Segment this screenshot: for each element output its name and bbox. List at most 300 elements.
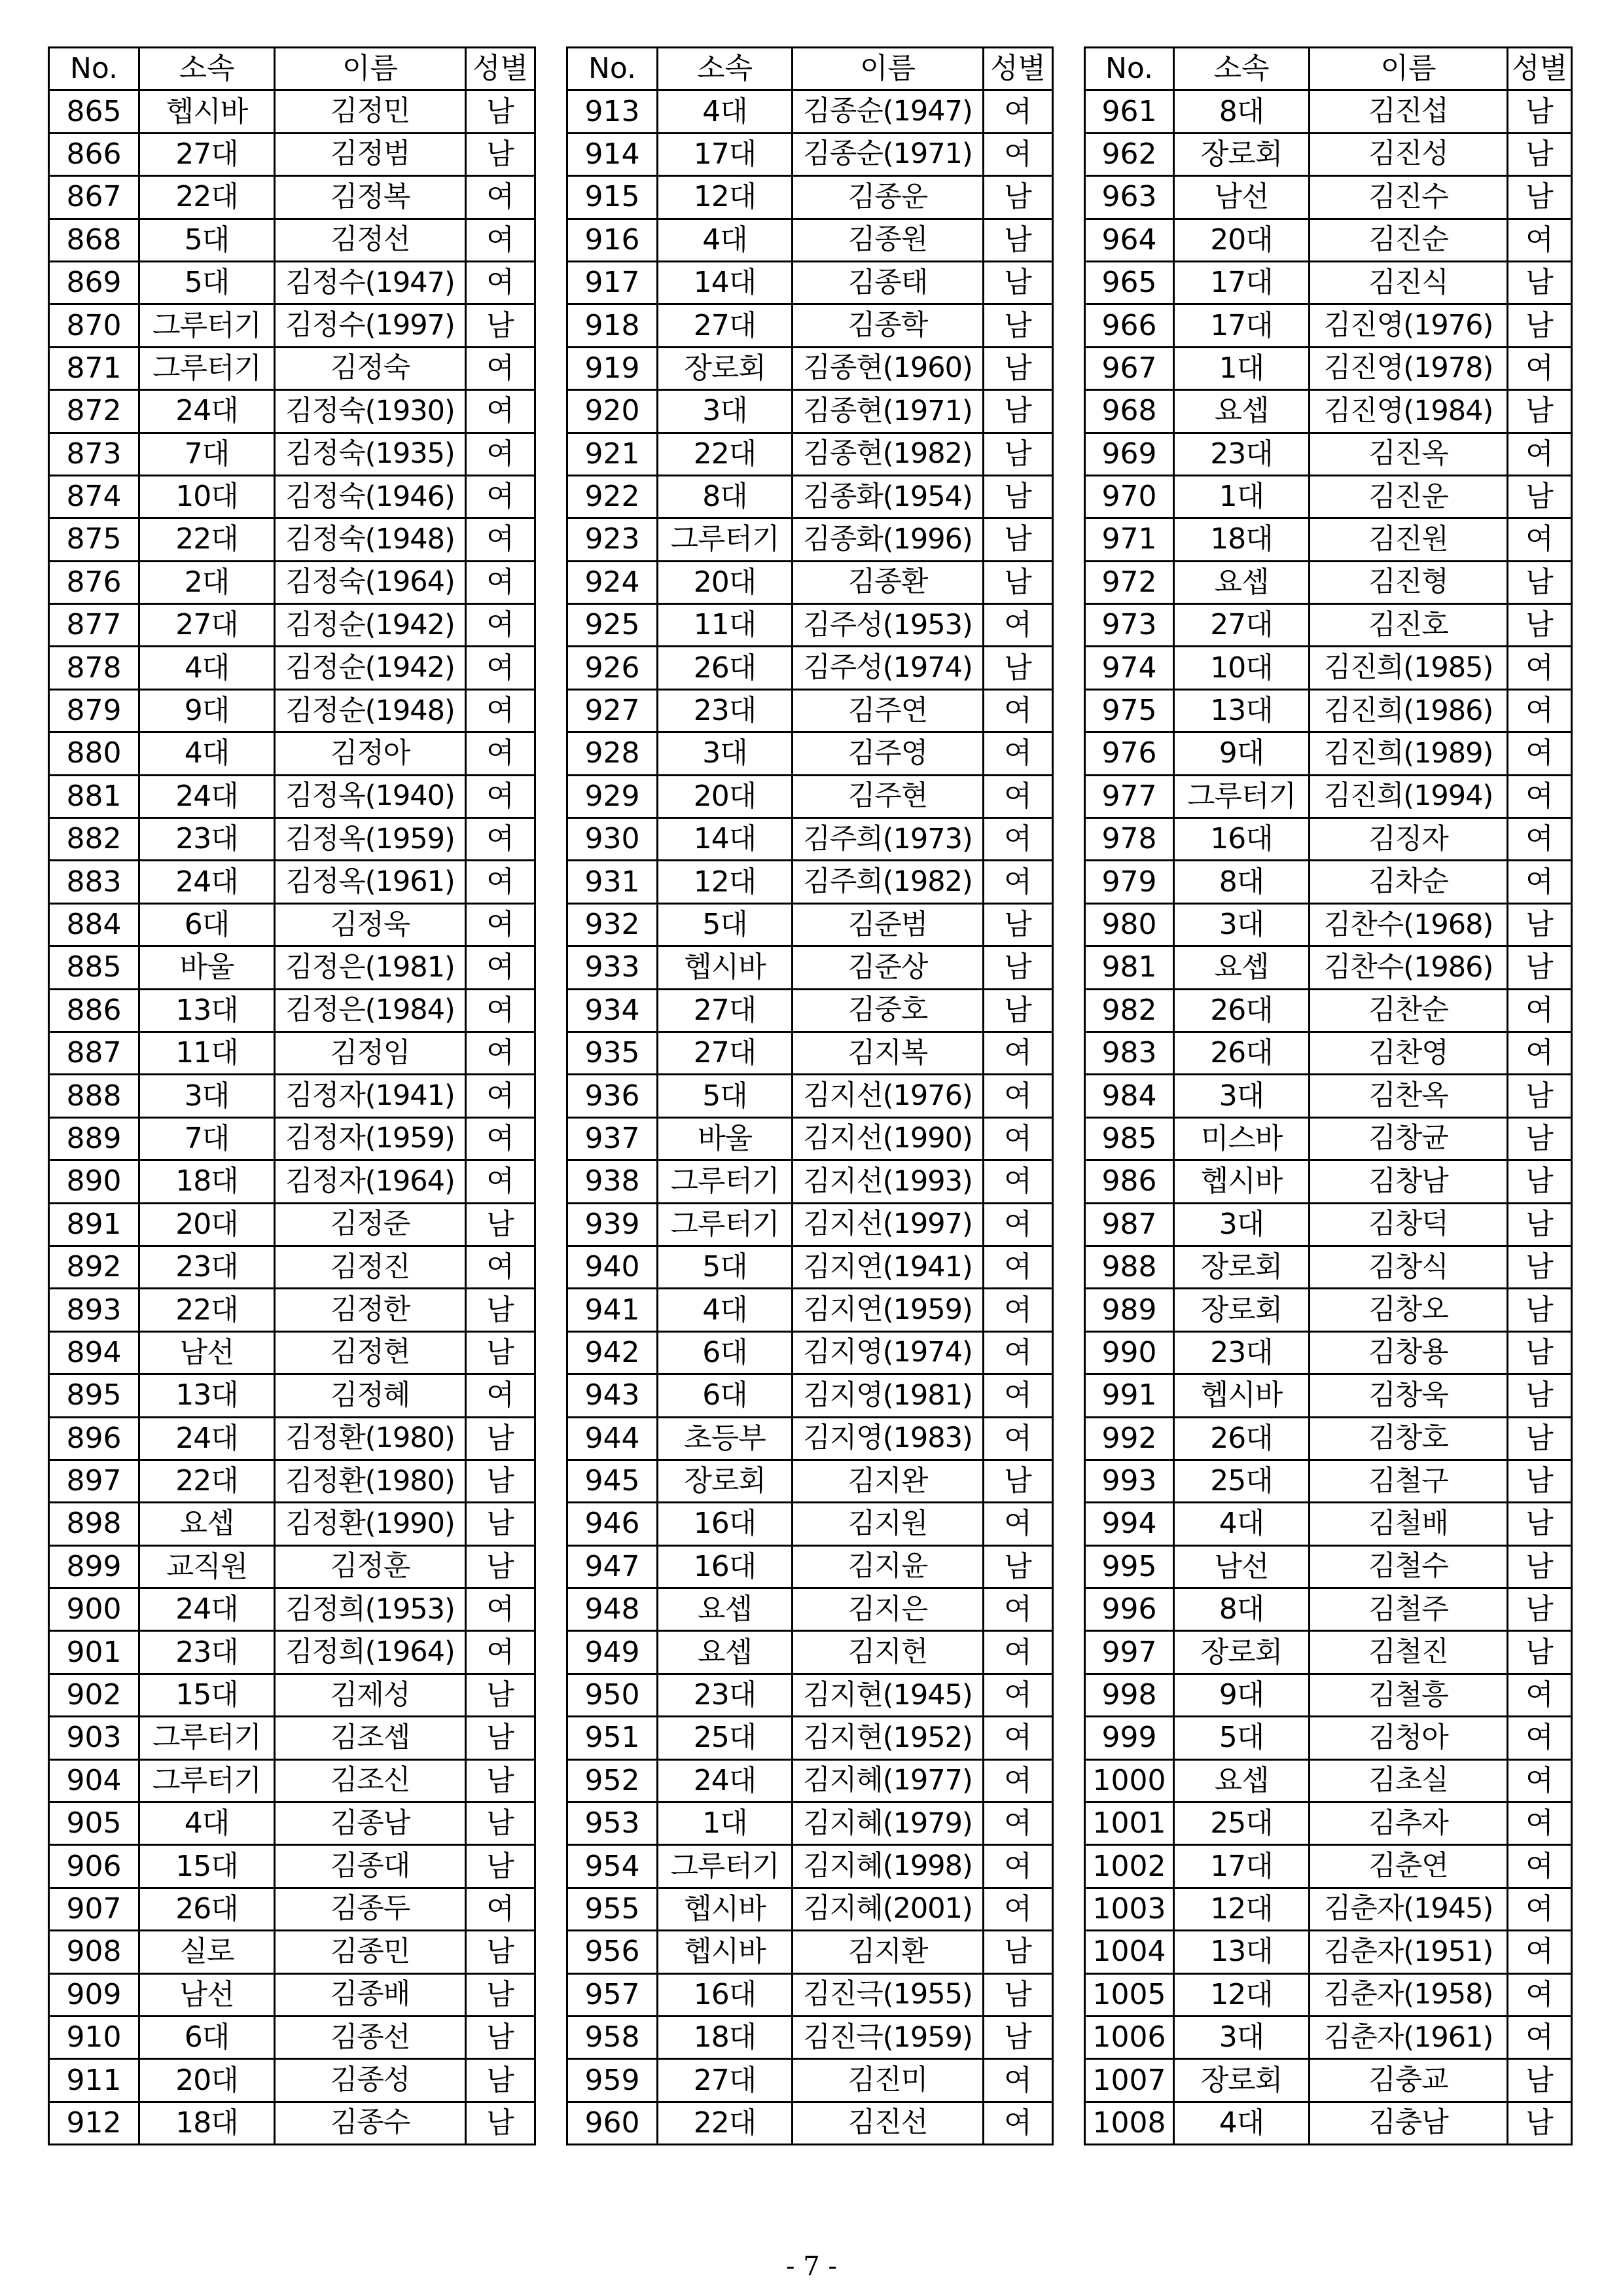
number-cell: 883 [49, 861, 139, 903]
number-cell: 997 [1085, 1631, 1174, 1674]
group-cell: 요셉 [658, 1588, 793, 1631]
group-cell: 6대 [658, 1374, 793, 1417]
name-cell: 김정희(1953) [275, 1588, 466, 1631]
group-cell: 24대 [139, 1417, 275, 1460]
name-cell: 김진극(1955) [793, 1973, 984, 2016]
number-cell: 996 [1085, 1588, 1174, 1631]
group-cell: 1대 [1174, 475, 1310, 518]
table-row [1085, 2016, 1572, 2058]
gender-cell: 여 [1508, 1888, 1572, 1930]
group-cell: 5대 [658, 1246, 793, 1288]
name-cell: 김철흥 [1310, 1674, 1508, 1716]
table-row [49, 475, 535, 518]
number-cell: 909 [49, 1973, 139, 2016]
header-row [567, 48, 1053, 90]
gender-cell: 남 [1508, 1417, 1572, 1460]
gender-cell: 남 [466, 1759, 535, 1802]
gender-cell: 남 [1508, 176, 1572, 219]
gender-cell: 여 [984, 1374, 1053, 1417]
table-row [49, 133, 535, 175]
gender-cell: 여 [984, 1759, 1053, 1802]
gender-cell: 남 [1508, 946, 1572, 989]
name-cell: 김지완 [793, 1460, 984, 1502]
group-cell: 27대 [139, 133, 275, 175]
name-cell: 김진영(1978) [1310, 347, 1508, 389]
group-cell: 2대 [139, 561, 275, 603]
group-cell: 장로회 [1174, 1631, 1310, 1674]
name-cell: 김진희(1994) [1310, 775, 1508, 817]
number-cell: 953 [567, 1803, 658, 1845]
group-cell: 27대 [658, 1031, 793, 1074]
gender-cell: 남 [1508, 604, 1572, 647]
group-cell: 4대 [658, 90, 793, 133]
table-row [49, 1460, 535, 1502]
gender-cell: 남 [984, 1931, 1053, 1973]
group-cell: 1대 [658, 1803, 793, 1845]
number-cell: 873 [49, 433, 139, 475]
table-row [1085, 1503, 1572, 1545]
table-row [567, 775, 1053, 817]
number-cell: 986 [1085, 1160, 1174, 1203]
name-cell: 김종순(1947) [793, 90, 984, 133]
table-row [567, 1545, 1053, 1588]
name-cell: 김주영 [793, 732, 984, 775]
number-cell: 1008 [1085, 2102, 1174, 2144]
gender-cell: 여 [984, 1031, 1053, 1074]
number-cell: 903 [49, 1717, 139, 1759]
name-cell: 김찬순 [1310, 989, 1508, 1031]
gender-cell: 남 [1508, 390, 1572, 433]
header-row [1085, 48, 1572, 90]
page-number: - 7 - [786, 2251, 837, 2282]
table-row [567, 1845, 1053, 1888]
group-cell: 24대 [139, 861, 275, 903]
number-cell: 870 [49, 304, 139, 347]
member-table-3 [1084, 46, 1573, 2145]
gender-cell: 여 [466, 176, 535, 219]
group-cell: 3대 [1174, 1203, 1310, 1246]
group-cell: 27대 [139, 604, 275, 647]
gender-cell: 남 [466, 1503, 535, 1545]
name-cell: 김종선 [275, 2016, 466, 2058]
gender-cell: 여 [984, 90, 1053, 133]
number-cell: 867 [49, 176, 139, 219]
name-cell: 김찬옥 [1310, 1075, 1508, 1117]
table-row [49, 2059, 535, 2102]
header-group: 소속 [139, 48, 275, 90]
number-cell: 984 [1085, 1075, 1174, 1117]
table-row [1085, 561, 1572, 603]
group-cell: 그루터기 [139, 1717, 275, 1759]
gender-cell: 남 [1508, 261, 1572, 304]
gender-cell: 여 [1508, 861, 1572, 903]
number-cell: 965 [1085, 261, 1174, 304]
name-cell: 김정숙(1935) [275, 433, 466, 475]
group-cell: 16대 [658, 1503, 793, 1545]
gender-cell: 여 [984, 1246, 1053, 1288]
group-cell: 5대 [658, 1075, 793, 1117]
gender-cell: 남 [984, 433, 1053, 475]
table-row [567, 219, 1053, 261]
number-cell: 941 [567, 1289, 658, 1331]
table-row [1085, 1759, 1572, 1802]
table-row [1085, 604, 1572, 647]
gender-cell: 남 [466, 133, 535, 175]
number-cell: 885 [49, 946, 139, 989]
header-number: No. [49, 48, 139, 90]
table-row [1085, 689, 1572, 732]
group-cell: 그루터기 [658, 1845, 793, 1888]
name-cell: 김정수(1997) [275, 304, 466, 347]
name-cell: 김주희(1982) [793, 861, 984, 903]
number-cell: 935 [567, 1031, 658, 1074]
group-cell: 18대 [139, 2102, 275, 2144]
number-cell: 995 [1085, 1545, 1174, 1588]
gender-cell: 여 [466, 732, 535, 775]
number-cell: 898 [49, 1503, 139, 1545]
number-cell: 936 [567, 1075, 658, 1117]
group-cell: 23대 [139, 1631, 275, 1674]
gender-cell: 여 [984, 2059, 1053, 2102]
group-cell: 5대 [139, 261, 275, 304]
name-cell: 김정아 [275, 732, 466, 775]
group-cell: 3대 [658, 732, 793, 775]
name-cell: 김진선 [793, 2102, 984, 2144]
table-row [49, 1374, 535, 1417]
number-cell: 944 [567, 1417, 658, 1460]
name-cell: 김정수(1947) [275, 261, 466, 304]
table-row [567, 1246, 1053, 1288]
name-cell: 김주현 [793, 775, 984, 817]
name-cell: 김정자(1964) [275, 1160, 466, 1203]
group-cell: 18대 [658, 2016, 793, 2058]
name-cell: 김지영(1983) [793, 1417, 984, 1460]
number-cell: 954 [567, 1845, 658, 1888]
number-cell: 987 [1085, 1203, 1174, 1246]
group-cell: 4대 [1174, 1503, 1310, 1545]
table-row [567, 2102, 1053, 2144]
group-cell: 9대 [1174, 1674, 1310, 1716]
gender-cell: 남 [1508, 133, 1572, 175]
gender-cell: 여 [984, 1503, 1053, 1545]
gender-cell: 남 [466, 1289, 535, 1331]
table-row [567, 2059, 1053, 2102]
number-cell: 993 [1085, 1460, 1174, 1502]
name-cell: 김청아 [1310, 1717, 1508, 1759]
name-cell: 김찬수(1986) [1310, 946, 1508, 989]
number-cell: 985 [1085, 1117, 1174, 1160]
number-cell: 907 [49, 1888, 139, 1930]
group-cell: 7대 [139, 1117, 275, 1160]
table-row [1085, 390, 1572, 433]
group-cell: 24대 [139, 775, 275, 817]
group-cell: 8대 [1174, 90, 1310, 133]
table-row [49, 1503, 535, 1545]
name-cell: 김종수 [275, 2102, 466, 2144]
gender-cell: 여 [466, 219, 535, 261]
gender-cell: 여 [466, 433, 535, 475]
number-cell: 934 [567, 989, 658, 1031]
name-cell: 김춘자(1951) [1310, 1931, 1508, 1973]
number-cell: 917 [567, 261, 658, 304]
group-cell: 헵시바 [139, 90, 275, 133]
name-cell: 김정숙 [275, 347, 466, 389]
number-cell: 904 [49, 1759, 139, 1802]
table-row [49, 1075, 535, 1117]
group-cell: 27대 [1174, 604, 1310, 647]
gender-cell: 여 [466, 1888, 535, 1930]
gender-cell: 여 [984, 133, 1053, 175]
member-table-2 [566, 46, 1054, 2145]
group-cell: 17대 [1174, 304, 1310, 347]
name-cell: 김창오 [1310, 1289, 1508, 1331]
group-cell: 22대 [658, 2102, 793, 2144]
group-cell: 9대 [1174, 732, 1310, 775]
number-cell: 908 [49, 1931, 139, 1973]
name-cell: 김종원 [793, 219, 984, 261]
gender-cell: 남 [1508, 1460, 1572, 1502]
group-cell: 4대 [658, 1289, 793, 1331]
table-row [49, 561, 535, 603]
number-cell: 926 [567, 647, 658, 689]
gender-cell: 여 [466, 903, 535, 946]
number-cell: 1001 [1085, 1803, 1174, 1845]
table-row [567, 390, 1053, 433]
number-cell: 947 [567, 1545, 658, 1588]
group-cell: 27대 [658, 2059, 793, 2102]
table-row [1085, 2059, 1572, 2102]
name-cell: 김지선(1990) [793, 1117, 984, 1160]
gender-cell: 여 [466, 818, 535, 861]
gender-cell: 여 [984, 1203, 1053, 1246]
gender-cell: 여 [466, 475, 535, 518]
gender-cell: 여 [984, 1075, 1053, 1117]
group-cell: 22대 [658, 433, 793, 475]
group-cell: 12대 [658, 861, 793, 903]
gender-cell: 남 [1508, 304, 1572, 347]
gender-cell: 남 [1508, 1289, 1572, 1331]
table-row [49, 775, 535, 817]
name-cell: 김지헌 [793, 1631, 984, 1674]
table-row [1085, 1931, 1572, 1973]
gender-cell: 남 [1508, 1374, 1572, 1417]
gender-cell: 남 [984, 475, 1053, 518]
table-row [567, 1289, 1053, 1331]
number-cell: 933 [567, 946, 658, 989]
group-cell: 요셉 [1174, 390, 1310, 433]
number-cell: 879 [49, 689, 139, 732]
number-cell: 982 [1085, 989, 1174, 1031]
gender-cell: 여 [466, 604, 535, 647]
number-cell: 929 [567, 775, 658, 817]
number-cell: 881 [49, 775, 139, 817]
gender-cell: 여 [466, 1374, 535, 1417]
name-cell: 김정순(1942) [275, 647, 466, 689]
name-cell: 김징자 [1310, 818, 1508, 861]
name-cell: 김종현(1971) [793, 390, 984, 433]
group-cell: 실로 [139, 1931, 275, 1973]
name-cell: 김진원 [1310, 518, 1508, 561]
number-cell: 962 [1085, 133, 1174, 175]
name-cell: 김창호 [1310, 1417, 1508, 1460]
name-cell: 김종대 [275, 1845, 466, 1888]
table-row [567, 732, 1053, 775]
table-row [49, 1973, 535, 2016]
gender-cell: 남 [466, 1417, 535, 1460]
table-row [567, 1803, 1053, 1845]
name-cell: 김정숙(1946) [275, 475, 466, 518]
table-row [1085, 1588, 1572, 1631]
number-cell: 920 [567, 390, 658, 433]
name-cell: 김종태 [793, 261, 984, 304]
gender-cell: 남 [466, 1331, 535, 1374]
table-row [1085, 732, 1572, 775]
group-cell: 18대 [139, 1160, 275, 1203]
group-cell: 3대 [658, 390, 793, 433]
group-cell: 23대 [139, 818, 275, 861]
gender-cell: 여 [1508, 989, 1572, 1031]
header-group: 소속 [658, 48, 793, 90]
group-cell: 25대 [1174, 1803, 1310, 1845]
name-cell: 김창남 [1310, 1160, 1508, 1203]
gender-cell: 남 [1508, 1588, 1572, 1631]
group-cell: 5대 [658, 903, 793, 946]
number-cell: 971 [1085, 518, 1174, 561]
group-cell: 13대 [1174, 1931, 1310, 1973]
name-cell: 김주연 [793, 689, 984, 732]
name-cell: 김종남 [275, 1803, 466, 1845]
name-cell: 김정임 [275, 1031, 466, 1074]
name-cell: 김정훈 [275, 1545, 466, 1588]
table-row [49, 818, 535, 861]
gender-cell: 남 [466, 1717, 535, 1759]
number-cell: 912 [49, 2102, 139, 2144]
name-cell: 김춘자(1958) [1310, 1973, 1508, 2016]
number-cell: 948 [567, 1588, 658, 1631]
number-cell: 911 [49, 2059, 139, 2102]
name-cell: 김종운 [793, 176, 984, 219]
number-cell: 991 [1085, 1374, 1174, 1417]
table-row [49, 1417, 535, 1460]
group-cell: 25대 [658, 1717, 793, 1759]
number-cell: 927 [567, 689, 658, 732]
table-row [567, 1588, 1053, 1631]
name-cell: 김정숙(1948) [275, 518, 466, 561]
number-cell: 865 [49, 90, 139, 133]
number-cell: 895 [49, 1374, 139, 1417]
number-cell: 872 [49, 390, 139, 433]
name-cell: 김정준 [275, 1203, 466, 1246]
name-cell: 김충교 [1310, 2059, 1508, 2102]
gender-cell: 남 [1508, 1117, 1572, 1160]
table-row [1085, 818, 1572, 861]
name-cell: 김진운 [1310, 475, 1508, 518]
table-row [567, 133, 1053, 175]
gender-cell: 여 [466, 1246, 535, 1288]
group-cell: 6대 [658, 1331, 793, 1374]
gender-cell: 여 [1508, 1717, 1572, 1759]
table-row [1085, 261, 1572, 304]
group-cell: 헵시바 [658, 946, 793, 989]
gender-cell: 남 [984, 261, 1053, 304]
name-cell: 김종현(1982) [793, 433, 984, 475]
table-row [567, 818, 1053, 861]
header-row [49, 48, 535, 90]
number-cell: 868 [49, 219, 139, 261]
name-cell: 김종학 [793, 304, 984, 347]
table-row [49, 1588, 535, 1631]
name-cell: 김진미 [793, 2059, 984, 2102]
table-row [567, 1674, 1053, 1716]
table-row [1085, 1160, 1572, 1203]
name-cell: 김지혜(1979) [793, 1803, 984, 1845]
table-row [1085, 1374, 1572, 1417]
gender-cell: 남 [984, 903, 1053, 946]
gender-cell: 남 [984, 1545, 1053, 1588]
number-cell: 894 [49, 1331, 139, 1374]
table-row [567, 2016, 1053, 2058]
name-cell: 김종배 [275, 1973, 466, 2016]
name-cell: 김지원 [793, 1503, 984, 1545]
gender-cell: 여 [466, 1631, 535, 1674]
name-cell: 김정은(1984) [275, 989, 466, 1031]
gender-cell: 여 [1508, 647, 1572, 689]
gender-cell: 여 [1508, 732, 1572, 775]
group-cell: 그루터기 [658, 1160, 793, 1203]
number-cell: 937 [567, 1117, 658, 1160]
name-cell: 김추자 [1310, 1803, 1508, 1845]
table-row [567, 903, 1053, 946]
gender-cell: 남 [466, 2102, 535, 2144]
number-cell: 961 [1085, 90, 1174, 133]
group-cell: 초등부 [658, 1417, 793, 1460]
table-row [567, 604, 1053, 647]
table-row [49, 304, 535, 347]
number-cell: 916 [567, 219, 658, 261]
gender-cell: 여 [984, 1417, 1053, 1460]
name-cell: 김지영(1974) [793, 1331, 984, 1374]
gender-cell: 여 [984, 1674, 1053, 1716]
table-row [1085, 219, 1572, 261]
table-row [1085, 903, 1572, 946]
group-cell: 26대 [658, 647, 793, 689]
name-cell: 김정옥(1940) [275, 775, 466, 817]
table-row [567, 1160, 1053, 1203]
table-row [1085, 475, 1572, 518]
table-row [567, 433, 1053, 475]
group-cell: 20대 [1174, 219, 1310, 261]
table-row [49, 347, 535, 389]
number-cell: 973 [1085, 604, 1174, 647]
group-cell: 6대 [139, 2016, 275, 2058]
group-cell: 4대 [658, 219, 793, 261]
group-cell: 15대 [139, 1674, 275, 1716]
table-row [49, 647, 535, 689]
group-cell: 미스바 [1174, 1117, 1310, 1160]
name-cell: 김지현(1945) [793, 1674, 984, 1716]
table-row [49, 1845, 535, 1888]
number-cell: 950 [567, 1674, 658, 1716]
gender-cell: 남 [466, 1803, 535, 1845]
group-cell: 8대 [1174, 1588, 1310, 1631]
number-cell: 969 [1085, 433, 1174, 475]
number-cell: 1005 [1085, 1973, 1174, 2016]
table-row [1085, 304, 1572, 347]
header-gender: 성별 [1508, 48, 1572, 90]
table-row [1085, 1203, 1572, 1246]
group-cell: 13대 [1174, 689, 1310, 732]
gender-cell: 여 [466, 347, 535, 389]
